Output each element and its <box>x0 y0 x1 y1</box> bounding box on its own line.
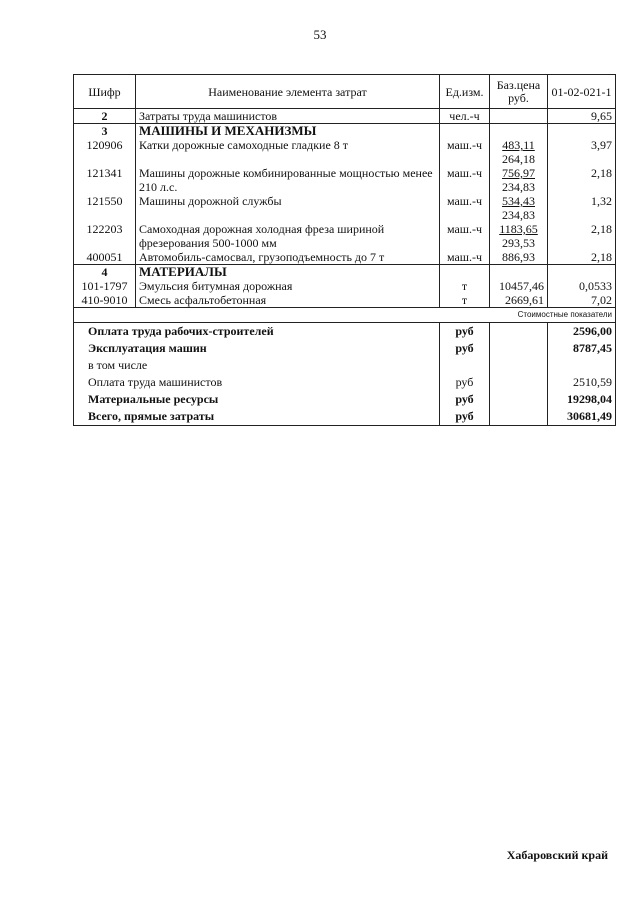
cost-table <box>73 74 616 426</box>
indicators-label: Стоимостные показатели <box>74 308 616 323</box>
footer-region: Хабаровский край <box>506 848 608 862</box>
section-row: 3 МАШИНЫ И МЕХАНИЗМЫ <box>74 124 616 139</box>
summary-row: в том числе <box>74 357 616 374</box>
table-row: 400051 Автомобиль-самосвал, грузоподъемность до 7 т маш.-ч 886,93 2,18 <box>74 250 616 265</box>
summary-row: Материальные ресурсы руб 19298,04 <box>74 391 616 408</box>
header-unit: Ед.изм. <box>440 75 490 109</box>
indicators-row <box>74 308 616 323</box>
table-row: 101-1797 Эмульсия битумная дорожная т 10457,46 0,0533 <box>74 279 616 293</box>
header-name: Наименование элемента затрат <box>136 75 440 109</box>
table-row: 122203 Самоходная дорожная холодная фреза шириной фрезерования 500-1000 мм маш.-ч 1183,65 293,53 2,18 <box>74 222 616 250</box>
header-code: Шифр <box>74 75 136 109</box>
summary-row: Всего, прямые затраты руб 30681,49 <box>74 408 616 426</box>
table-row: 121550 Машины дорожной службы маш.-ч 534,43 234,83 1,32 <box>74 194 616 222</box>
section-row: 4 МАТЕРИАЛЫ <box>74 265 616 280</box>
header-base-price: Баз.цена руб. <box>490 75 548 109</box>
header-norm-code: 01-02-021-1 <box>548 75 616 109</box>
summary-row: Эксплуатация машин руб 8787,45 <box>74 340 616 357</box>
table-row: 120906 Катки дорожные самоходные гладкие 8 т маш.-ч 483,11 264,18 3,97 <box>74 138 616 166</box>
table-header <box>74 75 616 109</box>
table-row: 2 Затраты труда машинистов чел.-ч 9,65 <box>74 109 616 124</box>
page-number: 53 <box>313 27 327 42</box>
summary-row: Оплата труда машинистов руб 2510,59 <box>74 374 616 391</box>
table-row: 121341 Машины дорожные комбинированные мощностью менее 210 л.с. маш.-ч 756,97 234,83 2,18 <box>74 166 616 194</box>
table-row: 410-9010 Смесь асфальтобетонная т 2669,61 7,02 <box>74 293 616 308</box>
summary-row: Оплата труда рабочих-строителей руб 2596,00 <box>74 323 616 341</box>
